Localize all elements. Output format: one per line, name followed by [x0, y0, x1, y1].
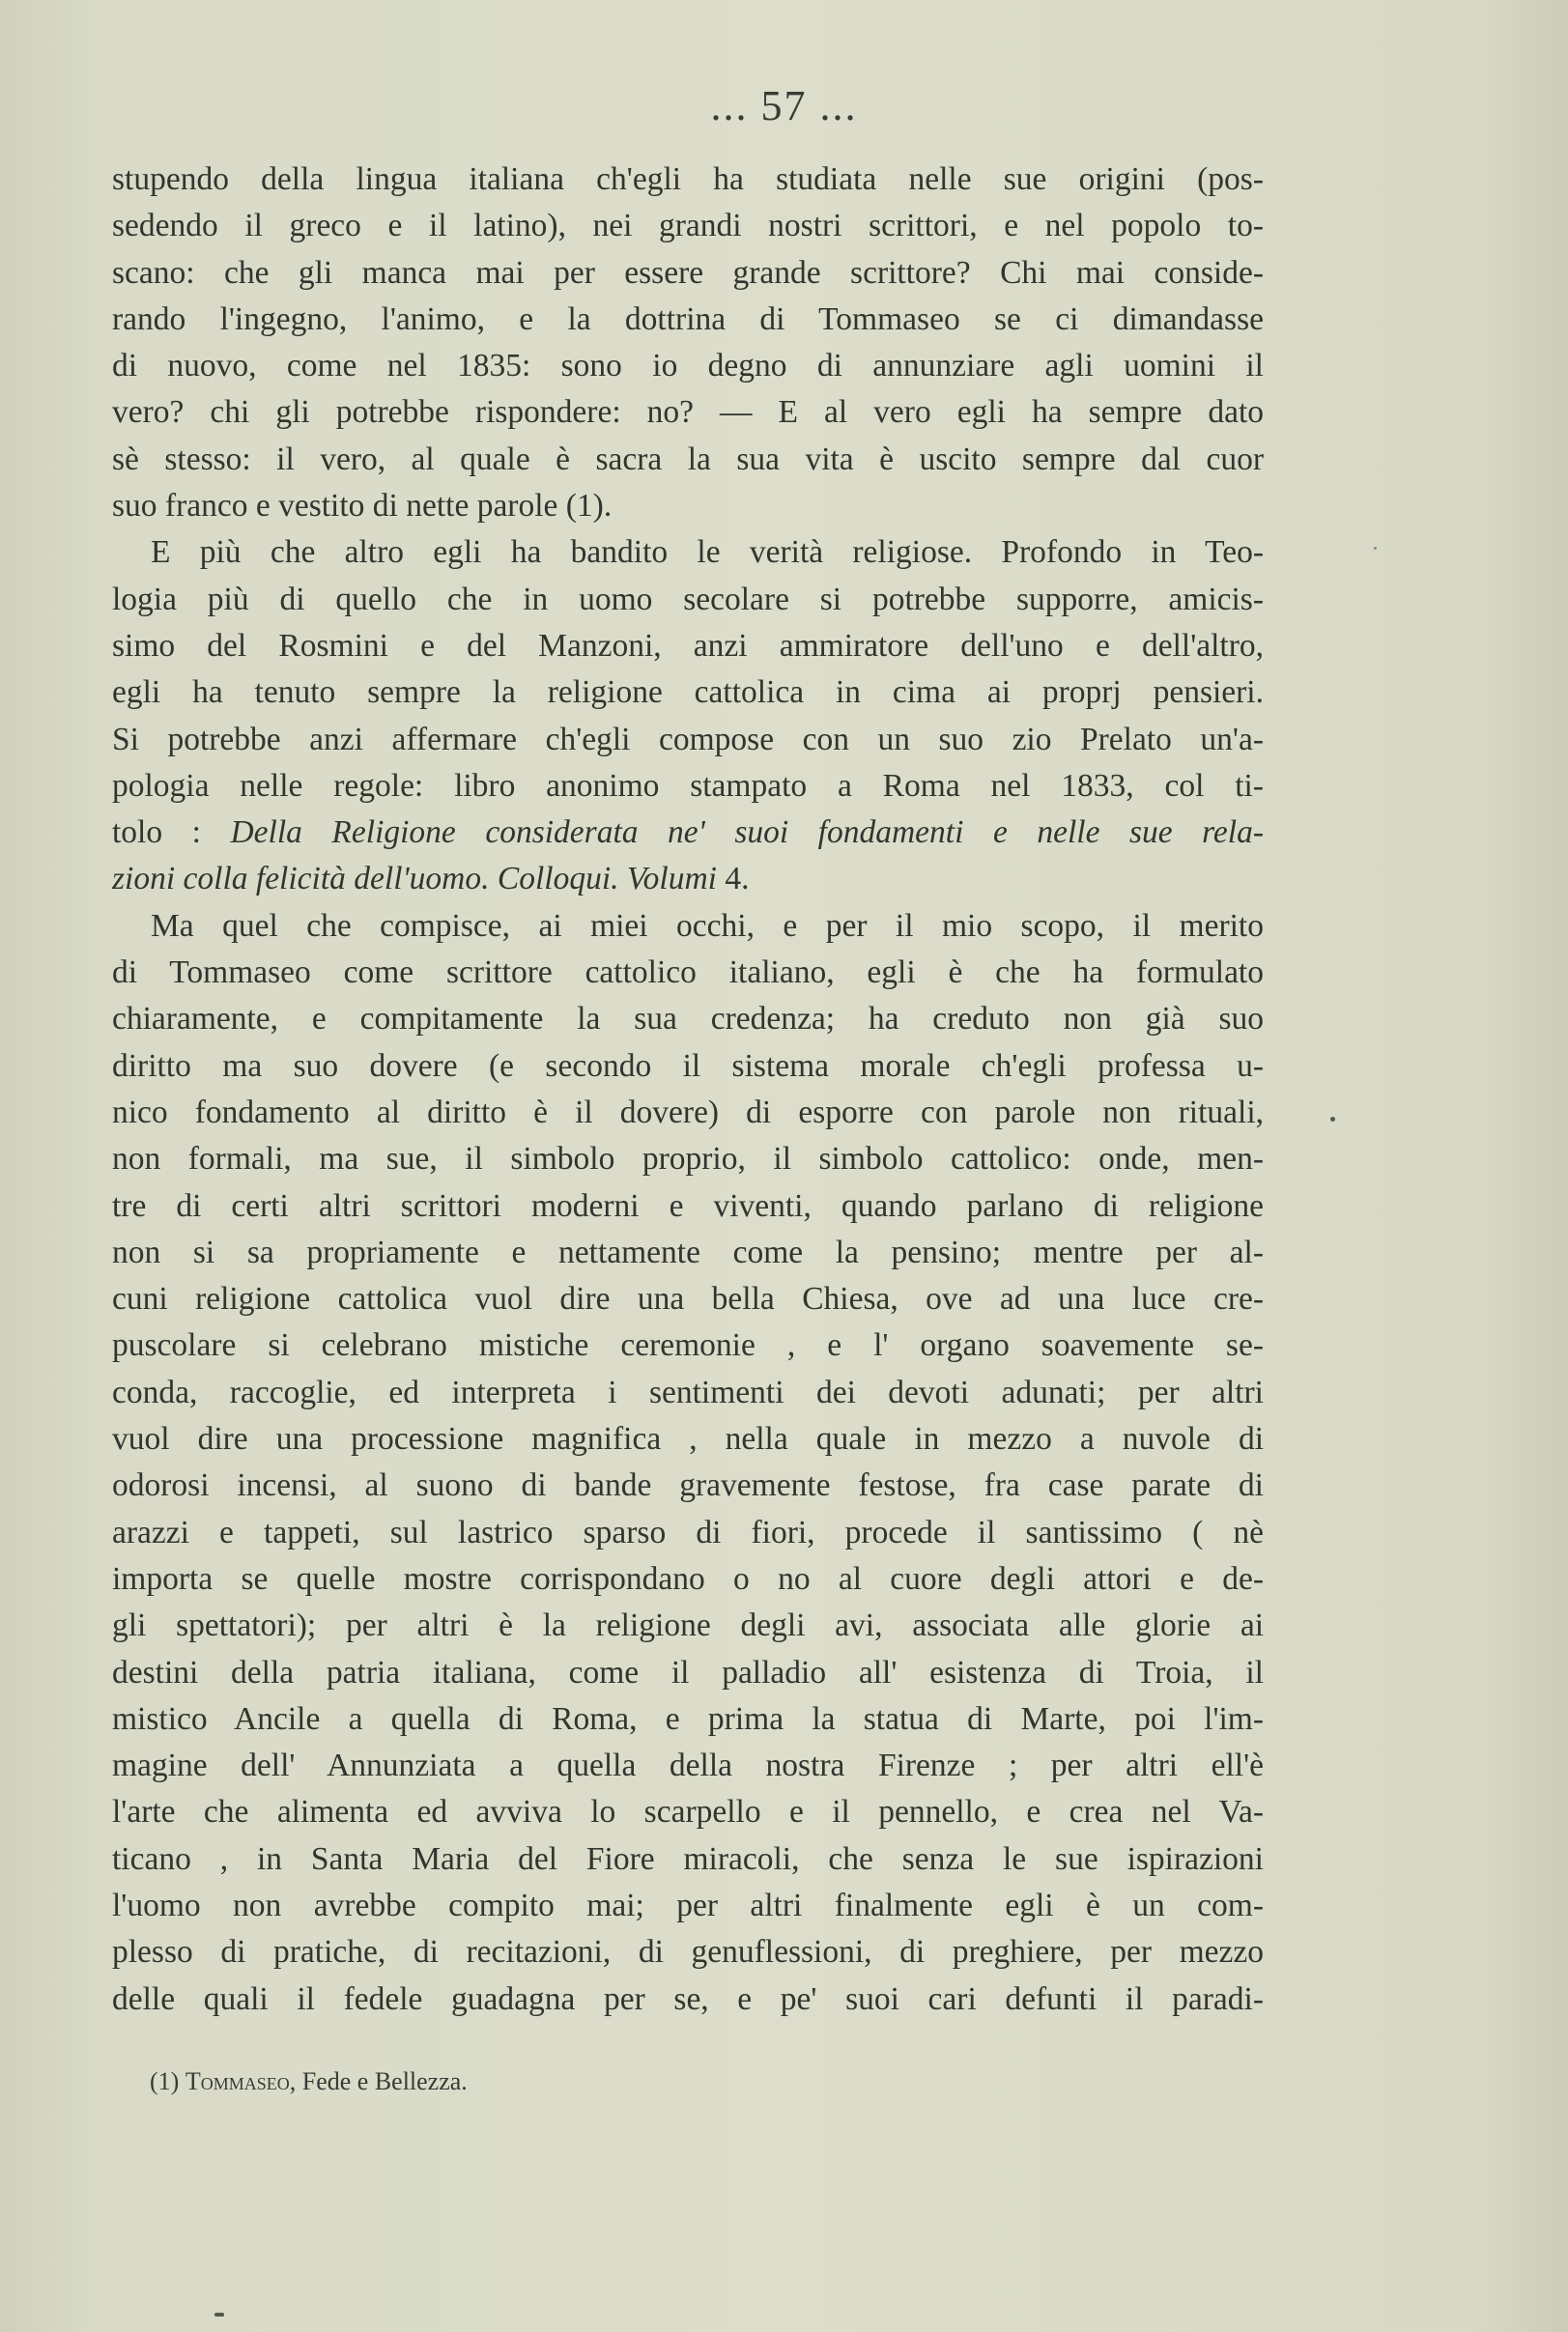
- text-line: conda, raccoglie, ed interpreta i sentimenti dei devoti adunati; per altri: [112, 1374, 1264, 1410]
- text-line: magine dell' Annunziata a quella della nostra Firenze ; per altri ell'è: [112, 1748, 1264, 1784]
- body-text: [112, 156, 1264, 2023]
- text-line: tre di certi altri scrittori moderni e viventi, quando parlano di religione: [112, 1187, 1264, 1224]
- text-line: destini della patria italiana, come il palladio all' esistenza di Troia, il: [112, 1654, 1264, 1691]
- text-line: chiaramente, e compitamente la sua credenza; ha creduto non già suo: [112, 1001, 1264, 1038]
- text-line: l'arte che alimenta ed avviva lo scarpello e il pennello, e crea nel Va-: [112, 1794, 1264, 1831]
- text-line: E più che altro egli ha bandito le verità religiose. Profondo in Teo-: [151, 534, 1264, 571]
- text-line: gli spettatori); per altri è la religione degli avi, associata alle glorie ai: [112, 1607, 1264, 1644]
- text-line: di nuovo, come nel 1835: sono io degno di annunziare agli uomini il: [112, 348, 1264, 384]
- paper-speck: [1330, 1117, 1335, 1122]
- text-line: di Tommaseo come scrittore cattolico italiano, egli è che ha formulato: [112, 954, 1264, 991]
- text-line: odorosi incensi, al suono di bande gravemente festose, fra case parate di: [112, 1467, 1264, 1504]
- text-line: mistico Ancile a quella di Roma, e prima la statua di Marte, poi l'im-: [112, 1700, 1264, 1737]
- footnote-work: Fede e Bellezza.: [301, 2067, 468, 2095]
- footnote-author: Tommaseo,: [185, 2067, 297, 2095]
- text-line: importa se quelle mostre corrispondano o no al cuore degli attori e de-: [112, 1560, 1264, 1597]
- paper-speck: [214, 2313, 224, 2317]
- text-line: Si potrebbe anzi affermare ch'egli compose con un suo zio Prelato un'a-: [112, 721, 1264, 757]
- footnote: [150, 2067, 468, 2096]
- text-line: scano: che gli manca mai per essere grande scrittore? Chi mai conside-: [112, 254, 1264, 291]
- text-line: vuol dire una processione magnifica , nella quale in mezzo a nuvole di: [112, 1421, 1264, 1458]
- title-intro: tolo :: [112, 814, 201, 851]
- text-line: egli ha tenuto sempre la religione cattolica in cima ai proprj pensieri.: [112, 674, 1264, 711]
- text-line: vero? chi gli potrebbe rispondere: no? — E al vero egli ha sempre dato: [112, 394, 1264, 431]
- text-line-with-title: [112, 810, 1264, 856]
- text-line: simo del Rosmini e del Manzoni, anzi ammiratore dell'uno e dell'altro,: [112, 627, 1264, 664]
- text-line: arazzi e tappeti, sul lastrico sparso di fiori, procede il santissimo ( nè: [112, 1514, 1264, 1550]
- text-line: plesso di pratiche, di recitazioni, di genuflessioni, di preghiere, per mezzo: [112, 1934, 1264, 1971]
- text-line: ticano , in Santa Maria del Fiore miracoli, che senza le sue ispirazioni: [112, 1840, 1264, 1877]
- page-number: ... 57 ...: [710, 82, 858, 129]
- text-line: stupendo della lingua italiana ch'egli ha studiata nelle sue origini (pos-: [112, 161, 1264, 197]
- volume-count: 4.: [725, 861, 750, 897]
- book-title-continued: zioni colla felicità dell'uomo. Colloqui. Volumi: [112, 861, 717, 897]
- text-line: diritto ma suo dovere (e secondo il sistema morale ch'egli professa u-: [112, 1047, 1264, 1084]
- text-line: pologia nelle regole: libro anonimo stampato a Roma nel 1833, col ti-: [112, 767, 1264, 804]
- text-line: l'uomo non avrebbe compito mai; per altri finalmente egli è un com-: [112, 1887, 1264, 1923]
- text-line: non formali, ma sue, il simbolo proprio, il simbolo cattolico: onde, men-: [112, 1141, 1264, 1178]
- text-line: sè stesso: il vero, al quale è sacra la sua vita è uscito sempre dal cuor: [112, 441, 1264, 477]
- text-line: rando l'ingegno, l'animo, e la dottrina di Tommaseo se ci dimandasse: [112, 300, 1264, 337]
- book-title: Della Religione considerata ne' suoi fondamenti e nelle sue rela-: [230, 814, 1264, 851]
- text-line: cuni religione cattolica vuol dire una bella Chiesa, ove ad una luce cre-: [112, 1281, 1264, 1318]
- text-line: suo franco e vestito di nette parole (1).: [112, 488, 613, 525]
- text-line: nico fondamento al diritto è il dovere) di esporre con parole non rituali,: [112, 1094, 1264, 1130]
- text-line-with-title: [112, 856, 1264, 902]
- text-line: Ma quel che compisce, ai miei occhi, e per il mio scopo, il merito: [151, 907, 1264, 944]
- footnote-marker: (1): [150, 2067, 180, 2095]
- text-line: delle quali il fedele guadagna per se, e pe' suoi cari defunti il paradi-: [112, 1980, 1264, 2017]
- text-line: non si sa propriamente e nettamente come la pensino; mentre per al-: [112, 1234, 1264, 1270]
- text-line: logia più di quello che in uomo secolare si potrebbe supporre, amicis-: [112, 581, 1264, 617]
- text-line: sedendo il greco e il latino), nei grandi nostri scrittori, e nel popolo to-: [112, 208, 1264, 244]
- text-line: puscolare si celebrano mistiche ceremonie , e l' organo soavemente se-: [112, 1327, 1264, 1364]
- paper-speck: [1374, 547, 1377, 550]
